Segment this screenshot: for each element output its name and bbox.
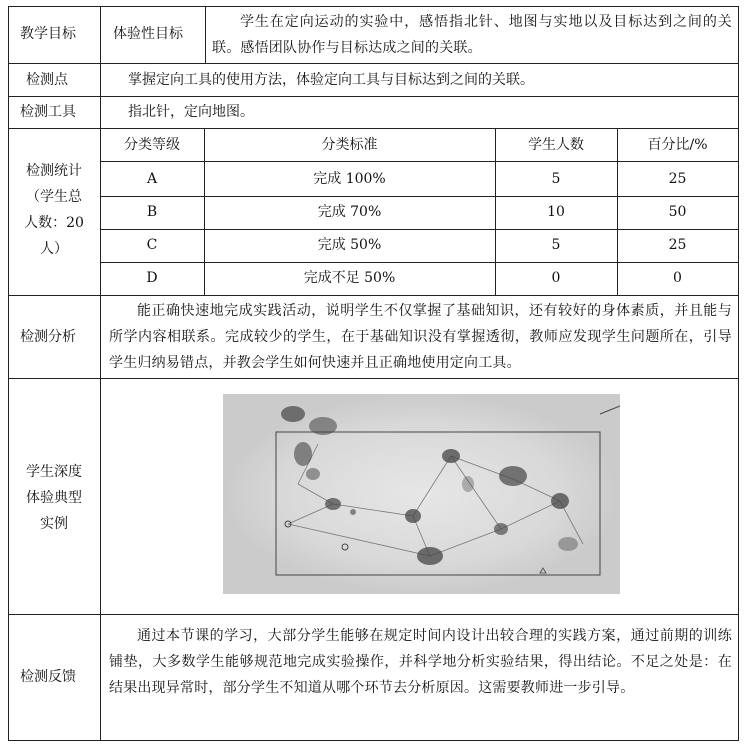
example-label-line: 实例: [40, 516, 68, 532]
analysis-text: 能正确快速地完成实践活动，说明学生不仅掌握了基础知识，还有较好的身体素质，并且能与所学内容相联系。完成较少的学生，在于基础知识没有掌握透彻，教师应发现学生问题所在，引导学生归纳易错点，并教会学生如何快速并且正确地使用定向工具。: [109, 303, 732, 371]
stats-label-line: 人数：20: [24, 215, 84, 231]
stats-cell-count: 5: [551, 171, 561, 187]
table-border-top: [8, 6, 739, 7]
stats-header-grade: 分类等级: [124, 137, 180, 153]
row-divider: [8, 96, 739, 97]
stats-cell-percent: 25: [668, 237, 687, 253]
stats-row-divider: [100, 196, 739, 197]
row-divider: [8, 614, 739, 615]
goal-text: 学生在定向运动的实验中，感悟指北针、地图与实地以及目标达到之间的关联。感悟团队协作与目标达成之间的关联。: [212, 14, 732, 56]
stats-row-divider: [100, 161, 739, 162]
stats-header-count: 学生人数: [528, 137, 584, 153]
point-label: 检测点: [26, 72, 68, 88]
stats-cell-standard: 完成 50%: [317, 237, 382, 253]
stats-header-standard: 分类标准: [321, 137, 378, 153]
stats-label-line: 人）: [40, 241, 68, 257]
example-label-line: 体验典型: [26, 490, 82, 506]
stats-cell-grade: C: [146, 237, 158, 253]
stats-cell-count: 0: [551, 270, 561, 286]
tools-label: 检测工具: [20, 104, 76, 120]
row-divider: [8, 295, 739, 296]
stats-row-divider: [100, 229, 739, 230]
table-border-right: [738, 6, 739, 741]
point-text: 掌握定向工具的使用方法，体验定向工具与目标达到之间的关联。: [128, 72, 534, 88]
example-label-line: 学生深度: [26, 464, 82, 480]
stats-cell-standard: 完成 70%: [317, 204, 382, 220]
analysis-label: 检测分析: [20, 329, 76, 345]
stats-cell-standard: 完成不足 50%: [303, 270, 396, 286]
stats-cell-percent: 50: [668, 204, 687, 220]
stats-label-line: （学生总: [26, 189, 82, 205]
table-border-left: [8, 6, 9, 741]
row-divider: [8, 128, 739, 129]
stats-cell-count: 5: [551, 237, 561, 253]
label-column-divider: [100, 6, 101, 741]
goal-label: 教学目标: [20, 26, 76, 42]
stats-cell-count: 10: [547, 204, 565, 220]
stats-label-line: 检测统计: [26, 163, 82, 179]
row-divider: [8, 378, 739, 379]
stats-cell-percent: 0: [673, 270, 682, 286]
stats-cell-grade: A: [146, 171, 158, 187]
sublabel-divider: [205, 6, 206, 64]
row-divider: [8, 63, 739, 64]
goal-sublabel: 体验性目标: [113, 26, 183, 42]
stats-header-percent: 百分比/%: [647, 137, 708, 153]
stats-cell-percent: 25: [668, 171, 687, 187]
feedback-label: 检测反馈: [20, 669, 76, 685]
stats-cell-grade: D: [146, 270, 158, 286]
tools-text: 指北针，定向地图。: [128, 104, 254, 120]
stats-row-divider: [100, 262, 739, 263]
stats-cell-standard: 完成 100%: [313, 171, 386, 187]
feedback-text: 通过本节课的学习，大部分学生能够在规定时间内设计出较合理的实践方案，通过前期的训练铺垫，大多数学生能够规范地完成实验操作，并科学地分析实验结果，得出结论。不足之处是：在结果出现异常时，部分学生不知道从哪个环节去分析原因。这需要教师进一步引导。: [109, 628, 732, 696]
stats-cell-grade: B: [146, 204, 158, 220]
table-border-bottom: [8, 740, 739, 741]
orienteering-map-photo: [223, 394, 620, 594]
